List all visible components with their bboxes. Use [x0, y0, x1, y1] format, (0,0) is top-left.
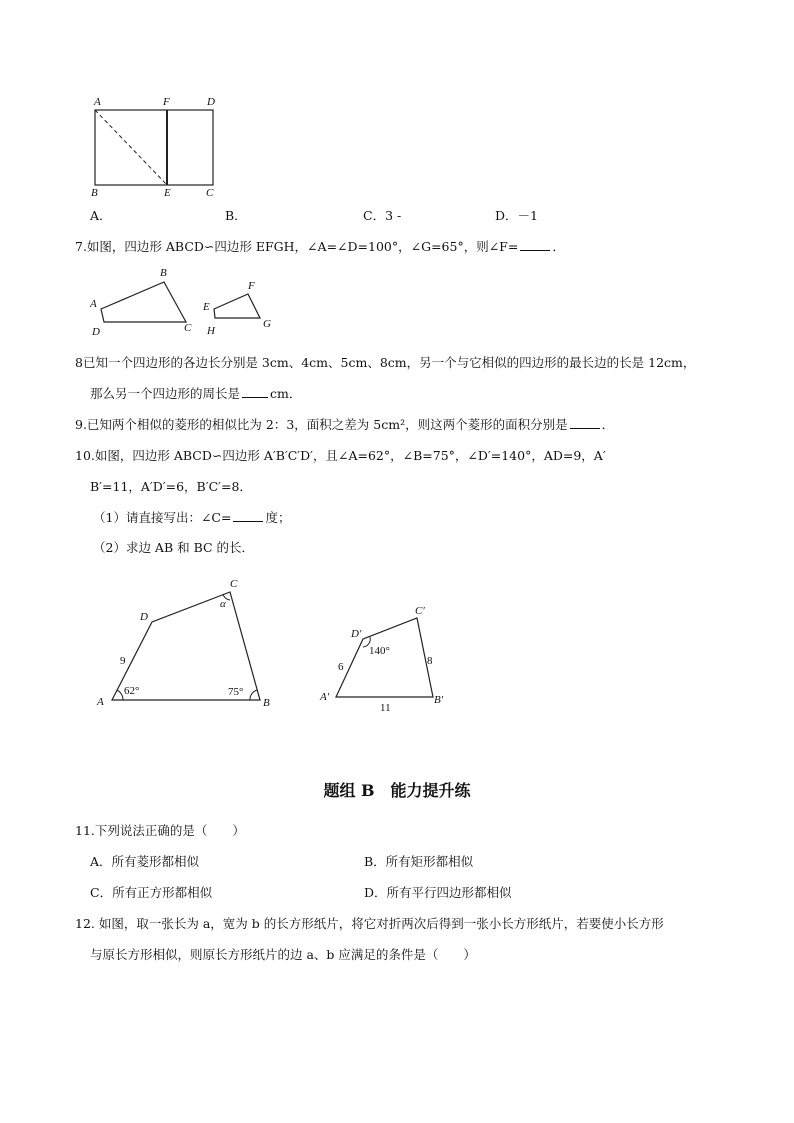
q7-label-b: B — [160, 267, 167, 279]
q10-sub2: （2）求边 AB 和 BC 的长． — [93, 540, 255, 555]
q10-line1: 10.如图，四边形 ABCD∽四边形 A′B′C′D′，且∠A=62°，∠B=75°，∠D′=140°，AD=9，A′ — [75, 448, 606, 463]
q11-option-c: C．所有正方形都相似 — [90, 885, 213, 900]
q7-end: ． — [552, 239, 565, 254]
q10-left-side-ad: 9 — [120, 655, 126, 667]
q10-left-label-c: C — [230, 578, 238, 590]
q10-left-label-a: A — [97, 696, 104, 708]
q10-right-label-d: D′ — [351, 628, 362, 640]
q7-label-e: E — [203, 301, 210, 313]
q10-left-label-b: B — [263, 697, 270, 709]
q6-label-d: D — [207, 96, 215, 108]
q7-label-d: D — [92, 326, 100, 338]
q6-label-b: B — [91, 187, 98, 199]
q7-text: 7.如图，四边形 ABCD∽四边形 EFGH，∠A=∠D=100°，∠G=65°，则∠F= — [75, 239, 519, 254]
q10-left-angle-b: 75° — [228, 686, 244, 698]
q6-label-c: C — [206, 187, 214, 199]
q7-label-h: H — [207, 325, 215, 337]
q8-line1: 8已知一个四边形的各边长分别是 3cm、4cm、5cm、8cm，另一个与它相似的四边形的最长边的长是 12cm， — [75, 355, 696, 370]
q10-right-label-a: A′ — [320, 691, 330, 703]
q10-left-label-d: D — [140, 611, 148, 623]
q6-label-f: F — [163, 96, 170, 108]
q7-label-g: G — [263, 318, 271, 330]
q9-end: ． — [601, 417, 615, 432]
q11-option-d: D．所有平行四边形都相似 — [364, 885, 512, 900]
q6-option-b: B． — [225, 208, 247, 223]
q6-option-d: D．－1 — [495, 208, 538, 223]
q10-left-alpha: α — [220, 598, 226, 610]
q11-option-a: A．所有菱形都相似 — [90, 854, 200, 869]
q11-option-b: B．所有矩形都相似 — [364, 854, 474, 869]
q10-line2: B′=11，A′D′=6，B′C′=8． — [90, 479, 252, 494]
q7-label-a: A — [90, 298, 97, 310]
q11-stem: 11.下列说法正确的是（ ） — [75, 823, 245, 838]
q10-right-label-c: C′ — [415, 605, 425, 617]
q10-right-side-ad: 6 — [338, 661, 344, 673]
q6-label-e: E — [164, 187, 171, 199]
q7-label-c: C — [184, 322, 192, 334]
q6-option-c: C．3 - — [363, 208, 402, 223]
q10-right-side-ab: 11 — [380, 702, 391, 714]
q8-line2-unit: cm． — [270, 386, 302, 401]
q7-label-f: F — [248, 280, 255, 292]
q10-right-angle-d: 140° — [369, 645, 390, 657]
q10-sub1-text: （1）请直接写出：∠C= — [93, 510, 232, 525]
q10-sub1-unit: 度； — [265, 510, 291, 525]
q6-label-a: A — [94, 96, 101, 108]
q12-line1: 12. 如图，取一张长为 a，宽为 b 的长方形纸片，将它对折两次后得到一张小长方形纸片，若要使小长方形 — [75, 916, 664, 931]
q10-left-angle-a: 62° — [124, 685, 140, 697]
section-b-heading: 题组 B 能力提升练 — [323, 781, 471, 800]
q10-right-label-b: B′ — [434, 694, 444, 706]
q8-line2-text: 那么另一个四边形的周长是 — [90, 386, 241, 401]
q6-option-a: A． — [90, 208, 112, 223]
q10-right-side-bc: 8 — [427, 655, 433, 667]
q12-line2: 与原长方形相似，则原长方形纸片的边 a、b 应满足的条件是（ ） — [90, 947, 476, 962]
q9-text: 9.已知两个相似的菱形的相似比为 2：3，面积之差为 5cm²，则这两个菱形的面积分别是 — [75, 417, 568, 432]
